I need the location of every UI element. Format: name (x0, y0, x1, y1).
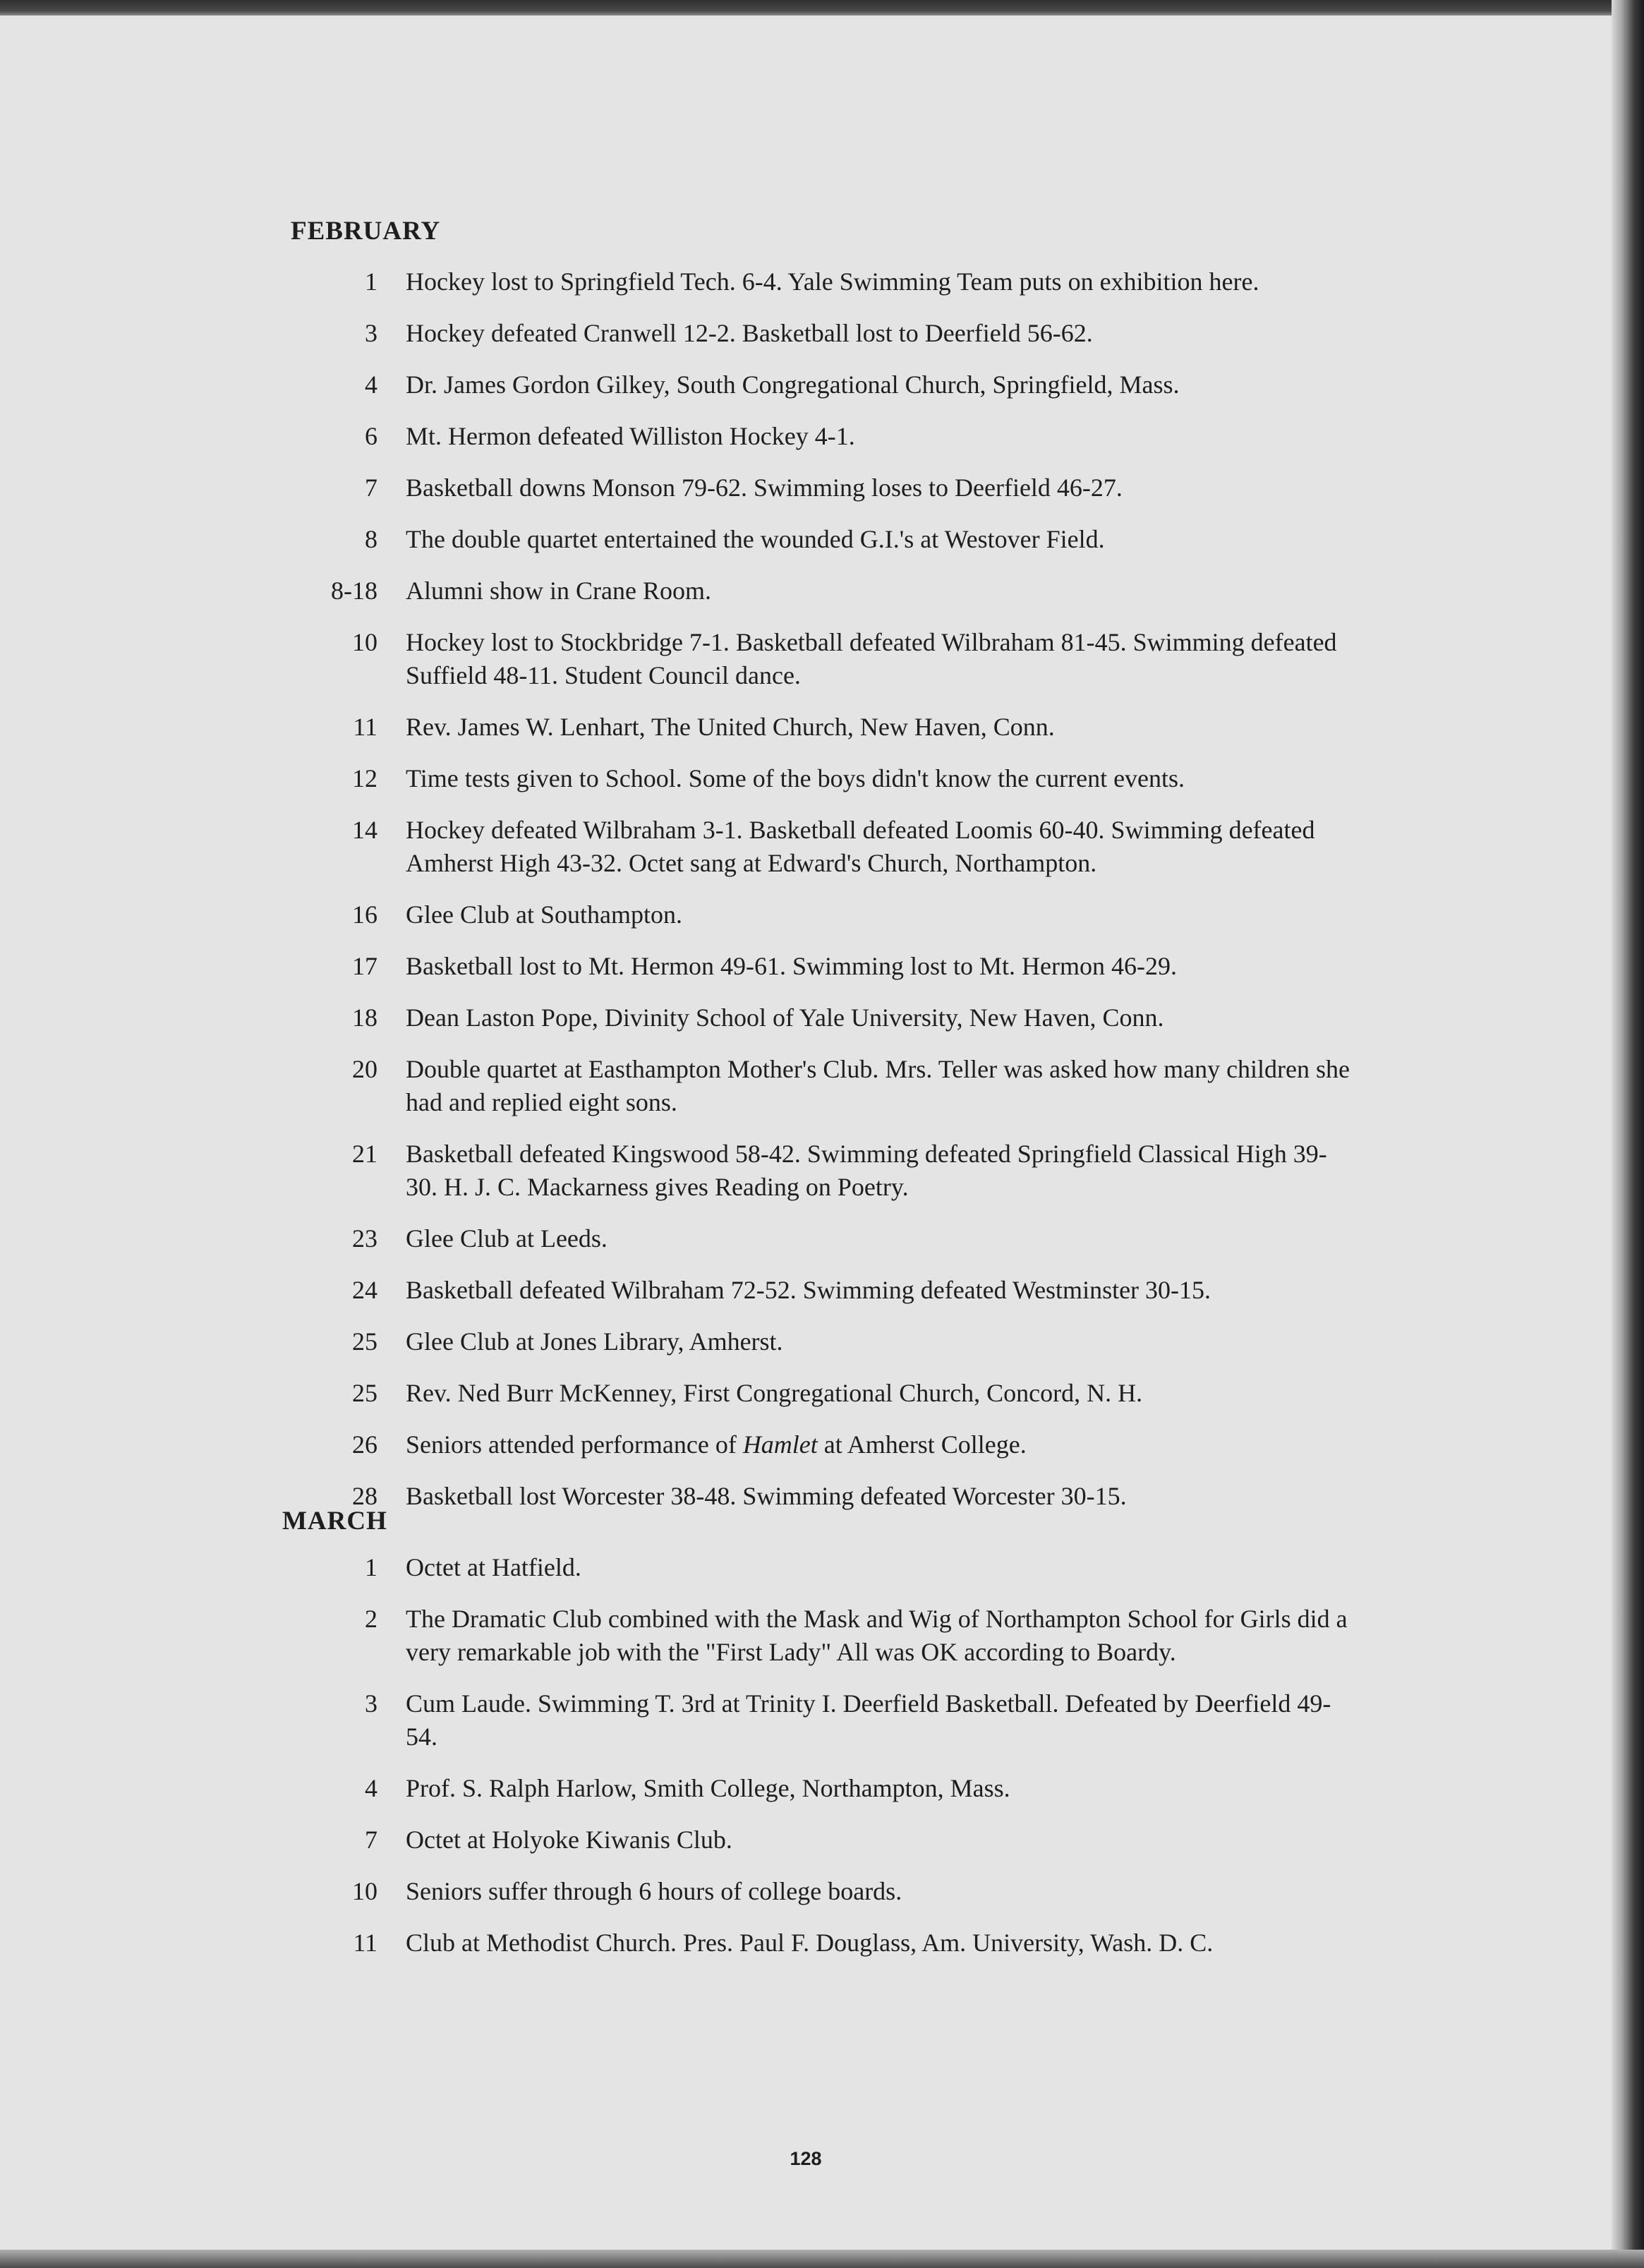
calendar-entry (282, 950, 1355, 983)
calendar-entry (282, 317, 1355, 350)
entry-date: 7 (365, 1826, 377, 1854)
calendar-entry (282, 1480, 1355, 1513)
entry-date: 20 (352, 1055, 377, 1083)
entry-text-part: Seniors attended performance of (406, 1430, 743, 1459)
entry-date: 1 (365, 1553, 377, 1581)
entry-text: Cum Laude. Swimming T. 3rd at Trinity I. Deerfield Basketball. Defeated by Deerfield 49-54. (406, 1689, 1331, 1751)
entry-text: Prof. S. Ralph Harlow, Smith College, Northampton, Mass. (406, 1774, 1010, 1802)
calendar-entry (282, 1325, 1355, 1358)
entry-text: Double quartet at Easthampton Mother's Club. Mrs. Teller was asked how many children she had and replied eight sons. (406, 1055, 1350, 1116)
entry-date: 4 (365, 370, 377, 399)
march-entries (282, 1551, 1355, 1960)
entry-text: Glee Club at Leeds. (406, 1224, 608, 1253)
entry-date: 3 (365, 1689, 377, 1718)
entry-date: 6 (365, 422, 377, 450)
entry-text: The Dramatic Club combined with the Mask and Wig of Northampton School for Girls did a very remarkable job with the "First Lady" All was OK according to Boardy. (406, 1605, 1348, 1666)
calendar-entry (282, 523, 1355, 556)
entry-text: Basketball defeated Kingswood 58-42. Swimming defeated Springfield Classical High 39-30. H. J. C. Mackarness gives Reading on Poetry. (406, 1140, 1327, 1201)
entry-date: 26 (352, 1430, 377, 1459)
calendar-entry (282, 420, 1355, 453)
entry-date: 16 (352, 900, 377, 929)
calendar-entry (282, 762, 1355, 795)
entry-date: 8 (365, 525, 377, 553)
entry-title-italic: Hamlet (742, 1430, 818, 1459)
entry-text: Basketball lost to Mt. Hermon 49-61. Swimming lost to Mt. Hermon 46-29. (406, 952, 1177, 980)
entry-date: 10 (352, 628, 377, 656)
entry-date: 24 (352, 1276, 377, 1304)
entry-date: 2 (365, 1605, 377, 1633)
scan-right-edge (1612, 0, 1644, 2268)
entry-text: Glee Club at Southampton. (406, 900, 682, 929)
calendar-entry (282, 1222, 1355, 1255)
calendar-entry (282, 1377, 1355, 1410)
entry-text: Alumni show in Crane Room. (406, 577, 711, 605)
scan-bottom-edge (0, 2250, 1644, 2268)
february-entries (282, 265, 1355, 1513)
calendar-entry (282, 265, 1355, 298)
calendar-entry (282, 574, 1355, 608)
entry-text: Hockey lost to Stockbridge 7-1. Basketball defeated Wilbraham 81-45. Swimming defeated Suffield 48-11. Student Council dance. (406, 628, 1337, 689)
calendar-entry (282, 1053, 1355, 1119)
calendar-entry (282, 1687, 1355, 1754)
entry-text: The double quartet entertained the wounded G.I.'s at Westover Field. (406, 525, 1105, 553)
entry-text: Glee Club at Jones Library, Amherst. (406, 1327, 783, 1356)
calendar-entry (282, 1926, 1355, 1960)
entry-text (406, 1428, 1355, 1461)
entry-text: Rev. James W. Lenhart, The United Church, New Haven, Conn. (406, 713, 1055, 741)
entry-text: Hockey defeated Wilbraham 3-1. Basketball defeated Loomis 60-40. Swimming defeated Amherst High 43-32. Octet sang at Edward's Church, Northampton. (406, 816, 1315, 877)
entry-text: Club at Methodist Church. Pres. Paul F. Douglass, Am. University, Wash. D. C. (406, 1929, 1214, 1957)
entry-date: 14 (352, 816, 377, 844)
calendar-entry (282, 626, 1355, 692)
entry-text: Dean Laston Pope, Divinity School of Yale University, New Haven, Conn. (406, 1003, 1164, 1032)
entry-date: 3 (365, 319, 377, 347)
month-heading-march: MARCH (282, 1507, 387, 1536)
calendar-entry (282, 898, 1355, 931)
entry-date: 25 (352, 1327, 377, 1356)
entry-text: Octet at Holyoke Kiwanis Club. (406, 1826, 732, 1854)
entry-text: Hockey defeated Cranwell 12-2. Basketball lost to Deerfield 56-62. (406, 319, 1093, 347)
calendar-entry (282, 368, 1355, 402)
entry-date: 23 (352, 1224, 377, 1253)
calendar-entry (282, 1001, 1355, 1035)
entry-text: Dr. James Gordon Gilkey, South Congregational Church, Springfield, Mass. (406, 370, 1180, 399)
entry-text: Seniors suffer through 6 hours of college boards. (406, 1877, 902, 1905)
entry-text: Basketball downs Monson 79-62. Swimming loses to Deerfield 46-27. (406, 473, 1123, 502)
entry-date: 10 (352, 1877, 377, 1905)
entry-date: 4 (365, 1774, 377, 1802)
entry-text-part: at Amherst College. (817, 1430, 1027, 1459)
page-number: 128 (790, 2148, 822, 2169)
calendar-entry (282, 1138, 1355, 1204)
entry-text: Time tests given to School. Some of the boys didn't know the current events. (406, 764, 1185, 792)
entry-date: 17 (352, 952, 377, 980)
entry-text: Basketball lost Worcester 38-48. Swimming defeated Worcester 30-15. (406, 1482, 1127, 1510)
entry-text: Hockey lost to Springfield Tech. 6-4. Yale Swimming Team puts on exhibition here. (406, 267, 1259, 296)
calendar-entry (282, 1551, 1355, 1584)
calendar-entry (282, 1772, 1355, 1805)
calendar-entry (282, 1875, 1355, 1908)
entry-date: 18 (352, 1003, 377, 1032)
entry-date: 25 (352, 1379, 377, 1407)
entry-date: 7 (365, 473, 377, 502)
calendar-entry (282, 1603, 1355, 1669)
entry-date: 1 (365, 267, 377, 296)
entry-text: Mt. Hermon defeated Williston Hockey 4-1. (406, 422, 855, 450)
entry-date: 11 (353, 1929, 377, 1957)
entry-date: 28 (352, 1482, 377, 1510)
calendar-entry (282, 1274, 1355, 1307)
entry-date: 12 (352, 764, 377, 792)
calendar-entry (282, 711, 1355, 744)
calendar-entry (282, 471, 1355, 505)
calendar-entry (282, 1823, 1355, 1857)
calendar-entry (282, 1428, 1355, 1461)
entry-date: 8-18 (331, 577, 377, 605)
entry-date: 11 (353, 713, 377, 741)
entry-text: Rev. Ned Burr McKenney, First Congregational Church, Concord, N. H. (406, 1379, 1143, 1407)
entry-date: 21 (352, 1140, 377, 1168)
month-heading-february: FEBRUARY (291, 217, 441, 246)
entry-text: Basketball defeated Wilbraham 72-52. Swimming defeated Westminster 30-15. (406, 1276, 1211, 1304)
entry-text: Octet at Hatfield. (406, 1553, 581, 1581)
calendar-entry (282, 814, 1355, 880)
